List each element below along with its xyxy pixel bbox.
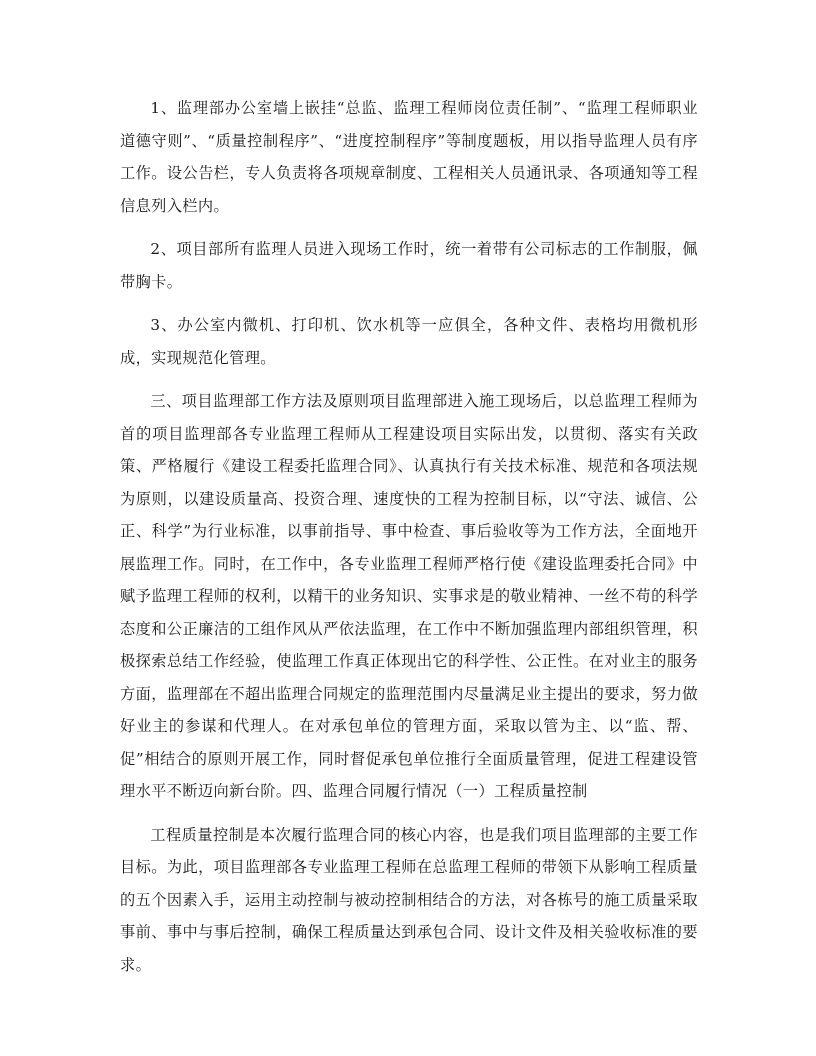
paragraph-office-rules: 1、监理部办公室墙上嵌挂“总监、监理工程师岗位责任制”、“监理工程师职业道德守则”、“质量控制程序”、“进度控制程序”等制度题板，用以指导监理人员有序工作。设公告栏，专人负责将各项规章制度、工程相关人员通讯录、各项通知等工程信息列入栏内。 <box>120 99 698 215</box>
paragraph-work-methods: 三、项目监理部工作方法及原则项目监理部进入施工现场后，以总监理工程师为首的项目监理部各专业监理工程师从工程建设项目实际出发，以贯彻、落实有关政策、严格履行《建设工程委托监理合同》、认真执行有关技术标准、规范和各项法规为原则，以建设质量高、投资合理、速度快的工程为控制目标，以“守法、诚信、公正、科学”为行业标准，以事前指导、事中检查、事后验收等为工作方法，全面地开展监理工作。同时，在工作中，各专业监理工程师严格行使《建设监理委托合同》中赋予监理工程师的权利，以精干的业务知识、实事求是的敬业精神、一丝不苟的科学态度和公正廉洁的工组作风从严依法监理，在工作中不断加强监理内部组织管理，积极探索总结工作经验，使监理工作真正体现出它的科学性、公正性。在对业主的服务方面，监理部在不超出监理合同规定的监理范围内尽量满足业主提出的要求，努力做好业主的参谋和代理人。在对承包单位的管理方面，采取以管为主、以“监、帮、促”相结合的原则开展工作，同时督促承包单位推行全面质量管理，促进工程建设管理水平不断迈向新台阶。四、监理合同履行情况（一）工程质量控制 <box>120 392 698 800</box>
paragraph-uniform: 2、项目部所有监理人员进入现场工作时，统一着带有公司标志的工作制服，佩带胸卡。 <box>120 240 698 291</box>
document-body <box>120 92 698 992</box>
paragraph-office-equipment: 3、办公室内微机、打印机、饮水机等一应俱全，各种文件、表格均用微机形成，实现规范化管理。 <box>120 316 698 367</box>
paragraph-quality-control: 工程质量控制是本次履行监理合同的核心内容，也是我们项目监理部的主要工作目标。为此，项目监理部各专业监理工程师在总监理工程师的带领下从影响工程质量的五个因素入手，运用主动控制与被动控制相结合的方法，对各栋号的施工质量采取事前、事中与事后控制，确保工程质量达到承包合同、设计文件及相关验收标准的要求。 <box>120 825 698 974</box>
